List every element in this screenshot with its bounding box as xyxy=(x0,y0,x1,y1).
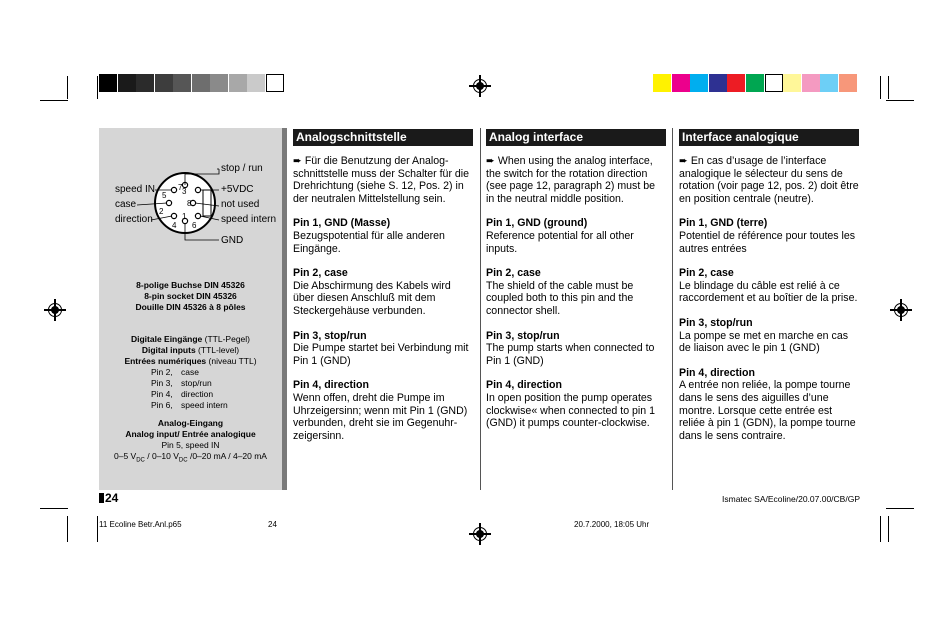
section xyxy=(679,317,859,355)
crop-mark xyxy=(97,516,98,542)
pin-number: 3 xyxy=(182,187,187,196)
list-item xyxy=(151,367,228,378)
section-text: Die Abschirmung des Kabels wird über diesen Anschluß mit dem Steckergehäuse verbunden. xyxy=(293,279,451,317)
section-text: The pump starts when connected to Pin 1 (GND) xyxy=(486,342,655,367)
pin-function: direction xyxy=(181,389,214,399)
list-item xyxy=(151,378,228,389)
slug-page: 24 xyxy=(268,520,277,529)
section-title: Pin 3, stop/run xyxy=(486,329,560,342)
digital-inputs-de: Digitale Eingänge xyxy=(130,334,203,344)
digital-inputs-fr-note: (niveau TTL) xyxy=(206,356,257,366)
section xyxy=(293,330,473,368)
pin-ref: Pin 3, xyxy=(151,378,173,388)
crop-mark xyxy=(888,76,889,99)
column-german xyxy=(293,129,473,454)
registration-target-icon xyxy=(890,299,912,321)
crop-mark xyxy=(886,100,914,101)
section-text: La pompe se met en marche en cas de liaison avec le pin 1 (GND) xyxy=(679,329,849,355)
section xyxy=(679,367,859,443)
range-part: 0–5 V xyxy=(114,451,137,461)
color-swatch xyxy=(690,74,708,92)
color-swatch xyxy=(672,74,690,92)
section-title: Pin 4, direction xyxy=(679,366,755,379)
grayscale-swatch xyxy=(136,74,154,92)
column-english xyxy=(486,129,666,442)
section xyxy=(679,267,859,305)
grayscale-swatch xyxy=(247,74,265,92)
section-title: Pin 1, GND (Masse) xyxy=(293,217,391,230)
section-text: Wenn offen, dreht die Pumpe im Uhrzeigersinn; wenn mit Pin 1 (GND) verbunden, dreht sie im Gegenuhr-zeigersinn. xyxy=(293,391,468,442)
section xyxy=(293,217,473,255)
column-body xyxy=(293,155,473,442)
registration-target-icon xyxy=(469,523,491,545)
color-swatch xyxy=(746,74,764,92)
label-not-used: not used xyxy=(221,199,260,210)
section xyxy=(486,330,666,368)
page-number-text: 24 xyxy=(105,491,119,505)
label-speed-in: speed IN xyxy=(115,184,156,195)
digital-pin-list xyxy=(151,367,228,411)
pin-number: 4 xyxy=(172,221,177,230)
grayscale-swatch xyxy=(155,74,173,92)
digital-inputs-en: Digital inputs xyxy=(141,345,196,355)
column-divider xyxy=(480,128,481,490)
socket-title-de: 8-polige Buchse DIN 45326 xyxy=(136,280,245,290)
color-swatch xyxy=(839,74,857,92)
doc-reference: Ismatec SA/Ecoline/20.07.00/CB/GP xyxy=(722,494,860,504)
crop-mark xyxy=(886,508,914,509)
column-header: Analogschnittstelle xyxy=(293,129,473,146)
intro-text: ➨ En cas d’usage de l’interface analogique le sélecteur du sens de rotation (voir page 12, pos. 2) doit être en position centrale (neutre). xyxy=(679,155,859,205)
pin-function: speed intern xyxy=(181,400,228,410)
page-marker-icon xyxy=(99,493,104,503)
section-title: Pin 2, case xyxy=(293,267,348,280)
color-swatch xyxy=(802,74,820,92)
section-title: Pin 4, direction xyxy=(293,379,369,392)
color-swatch xyxy=(709,74,727,92)
pin-ref: Pin 6, xyxy=(151,400,173,410)
grayscale-swatch xyxy=(192,74,210,92)
column-french xyxy=(679,129,859,454)
crop-mark xyxy=(888,516,889,542)
analog-input-title-de: Analog-Eingang xyxy=(157,418,224,428)
pin-ref: Pin 4, xyxy=(151,389,173,399)
crop-mark xyxy=(40,508,68,509)
section xyxy=(293,379,473,442)
list-item xyxy=(151,389,228,400)
grayscale-swatch xyxy=(173,74,191,92)
color-swatch xyxy=(727,74,745,92)
crop-mark xyxy=(67,76,68,99)
label-speed-intern: speed intern xyxy=(221,214,277,225)
section-text: The shield of the cable must be coupled both to this pin and the connector shell. xyxy=(486,279,634,317)
pin-number: 2 xyxy=(159,207,164,216)
pin-number: 1 xyxy=(182,212,187,221)
socket-title-fr: Douille DIN 45326 à 8 pôles xyxy=(135,302,246,312)
grayscale-swatch xyxy=(266,74,284,92)
digital-inputs-de-note: (TTL-Pegel) xyxy=(202,334,251,344)
label-case: case xyxy=(115,199,137,210)
section-title: Pin 1, GND (ground) xyxy=(486,217,588,230)
page-number xyxy=(99,491,118,505)
pin-function: stop/run xyxy=(181,378,212,388)
range-sub: DC xyxy=(178,457,188,464)
pin-number: 5 xyxy=(162,191,167,200)
column-header: Interface analogique xyxy=(679,129,859,146)
intro-text: ➨ Für die Benutzung der Analog-schnittstelle muss der Schalter für die Drehrichtung (siehe S. 12, Pos. 2) in der neutralen Mittelstellung sein. xyxy=(293,155,470,205)
socket-title-en: 8-pin socket DIN 45326 xyxy=(144,291,237,301)
pin-number: 8 xyxy=(187,199,192,208)
label-direction: direction xyxy=(115,214,153,225)
pin-number: 6 xyxy=(192,221,197,230)
label-gnd: GND xyxy=(221,235,244,246)
crop-mark xyxy=(40,100,68,101)
grayscale-swatch xyxy=(210,74,228,92)
section-title: Pin 3, stop/run xyxy=(679,316,753,329)
intro-text: ➨ When using the analog interface, the switch for the rotation direction (see page 12, paragraph 2) must be in the neutral middle position. xyxy=(486,155,656,205)
range-sub: DC xyxy=(136,457,145,464)
crop-mark xyxy=(880,76,881,99)
section-title: Pin 1, GND (terre) xyxy=(679,217,768,230)
color-swatch xyxy=(820,74,838,92)
registration-target-icon xyxy=(469,75,491,97)
section-text: Die Pumpe startet bei Verbindung mit Pin 1 (GND) xyxy=(293,342,469,367)
section-text: Bezugspotential für alle anderen Eingänge. xyxy=(293,229,445,255)
list-item xyxy=(151,400,228,411)
grayscale-swatch xyxy=(118,74,136,92)
section xyxy=(679,217,859,255)
range-part: / 0–10 V xyxy=(144,451,179,461)
section xyxy=(486,267,666,317)
section-title: Pin 4, direction xyxy=(486,379,562,392)
analog-input-range xyxy=(99,451,282,467)
section-title: Pin 2, case xyxy=(679,267,734,280)
color-swatch xyxy=(783,74,801,92)
section-text: Potentiel de référence pour toutes les autres entrées xyxy=(679,229,856,255)
column-header: Analog interface xyxy=(486,129,666,146)
column-divider xyxy=(672,128,673,490)
range-part: /0–20 mA / 4–20 mA xyxy=(187,451,267,461)
pin-function: case xyxy=(181,367,199,377)
pin-ref: Pin 2, xyxy=(151,367,173,377)
analog-input-block xyxy=(99,418,282,467)
connector-info-panel xyxy=(99,128,287,490)
analog-input-title-en-fr: Analog input/ Entrée analogique xyxy=(125,429,256,439)
color-swatch xyxy=(765,74,783,92)
column-body xyxy=(486,155,666,430)
socket-title xyxy=(99,280,282,313)
color-swatch xyxy=(653,74,671,92)
label-5vdc: +5VDC xyxy=(221,184,254,195)
column-body xyxy=(679,155,859,442)
analog-input-pin: Pin 5, speed IN xyxy=(161,440,220,450)
section-title: Pin 3, stop/run xyxy=(293,329,367,342)
digital-inputs-block xyxy=(99,334,282,367)
section-text: Le blindage du câble est relié à ce raccordement et au boîtier de la prise. xyxy=(679,279,858,305)
section-text: A entrée non reliée, la pompe tourne dans le sens des aiguilles d’une montre. Lorsque cette entrée est reliée à pin 1 (GDN), la pompe tourne dans le sens contraire. xyxy=(679,379,856,442)
pin-number: 7 xyxy=(178,183,183,192)
crop-mark xyxy=(67,516,68,542)
registration-target-icon xyxy=(44,299,66,321)
label-stop-run: stop / run xyxy=(221,163,263,174)
slug-timestamp: 20.7.2000, 18:05 Uhr xyxy=(574,520,650,529)
section xyxy=(486,379,666,429)
section xyxy=(486,217,666,255)
slug-file-name: 11 Ecoline Betr.Anl.p65 xyxy=(99,520,182,529)
grayscale-swatch xyxy=(99,74,117,92)
section-text: In open position the pump operates clockwise« when connected to pin 1 (GND) it pumps counter-clockwise. xyxy=(486,391,656,430)
panel-shadow xyxy=(282,128,287,490)
digital-inputs-fr: Entrées numériques xyxy=(124,356,207,366)
grayscale-swatch xyxy=(229,74,247,92)
crop-mark xyxy=(97,76,98,99)
section xyxy=(293,267,473,317)
section-title: Pin 2, case xyxy=(486,267,541,280)
digital-inputs-en-note: (TTL-level) xyxy=(195,345,240,355)
crop-mark xyxy=(880,516,881,542)
section-text: Reference potential for all other inputs. xyxy=(486,229,634,255)
